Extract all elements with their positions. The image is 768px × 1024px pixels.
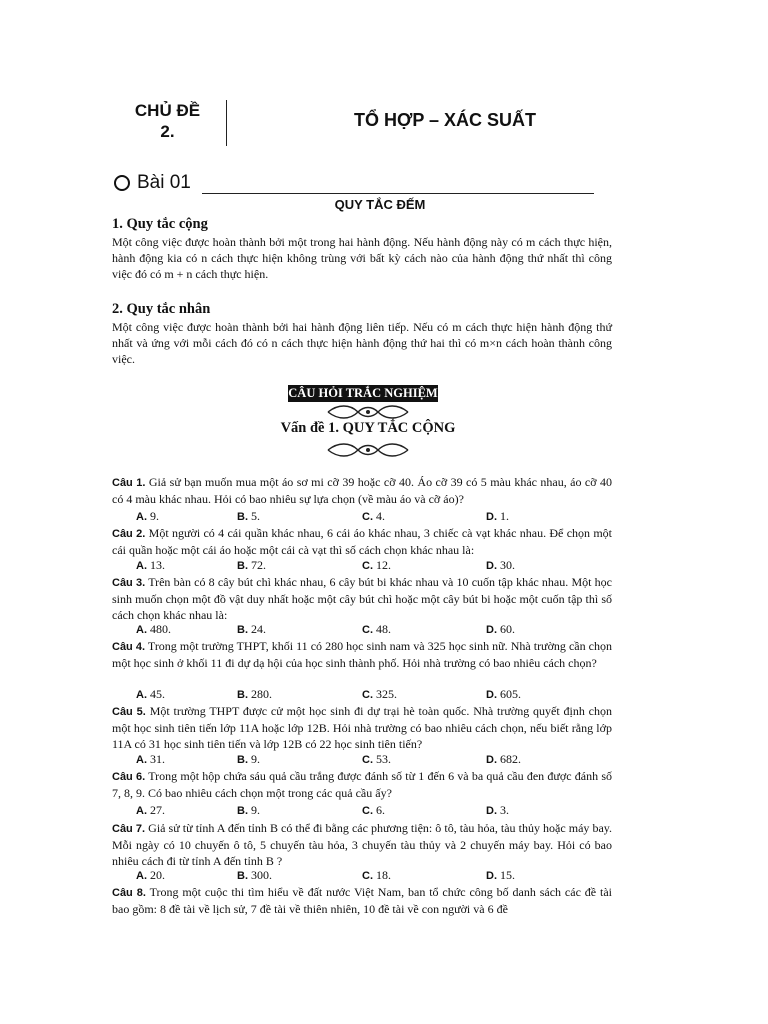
option-c: C. 12. [362, 558, 391, 572]
option-b: B. 9. [237, 803, 260, 817]
answer-options [112, 687, 612, 702]
question-text: Giả sử từ tỉnh A đến tỉnh B có thể đi bằng các phương tiện: ô tô, tàu hỏa, tàu thủy hoặc máy bay. Mỗi ngày có 10 chuyến ô tô, 5 chuyến tàu hỏa, 3 chuyến tàu thủy và 2 chuyến máy bay. Hỏi có bao nhiêu cách đi từ tỉnh A đến tỉnh B ? [112, 821, 613, 868]
option-c: C. 53. [362, 752, 391, 766]
option-b: B. 280. [237, 687, 272, 701]
circle-bullet-icon [114, 175, 130, 191]
option-c: C. 6. [362, 803, 385, 817]
header-divider [226, 100, 227, 146]
mcq-badge: CÂU HỎI TRẮC NGHIỆM [288, 386, 438, 400]
section-text-multiplication-rule: Một công việc được hoàn thành bởi hai hành động liên tiếp. Nếu có m cách thực hiện hành động thứ nhất và ứng với mỗi cách đó có n cách thực hiện hành động thứ hai thì có m×n cách hoàn thành công việc. [112, 320, 612, 366]
topic-number [110, 100, 225, 142]
section-heading-addition-rule: 1. Quy tắc cộng [112, 216, 208, 232]
question [112, 768, 612, 801]
question-text: Trên bàn có 8 cây bút chì khác nhau, 6 cây bút bi khác nhau và 10 cuốn tập khác nhau. Một học sinh muốn chọn một đồ vật duy nhất hoặc một cây bút chì hoặc một cây bút bi hoặc một cuốn tập thì số cách chọn khác nhau là: [112, 575, 612, 622]
question-label: Câu 3. [112, 577, 146, 589]
topic-index: 2. [160, 122, 175, 141]
option-c: C. 4. [362, 509, 385, 523]
lesson-title: QUY TẮC ĐẾM [334, 197, 426, 212]
option-d: D. 60. [486, 622, 515, 636]
question [112, 574, 612, 623]
question-text: Trong một cuộc thi tìm hiểu về đất nước Việt Nam, ban tổ chức công bố danh sách các đề tài bao gồm: 8 đề tài về lịch sử, 7 đề tài về thiên nhiên, 10 đề tài về con người và 6 đề [112, 885, 612, 916]
option-b: B. 5. [237, 509, 260, 523]
question-label: Câu 4. [112, 641, 146, 653]
question-text: Một trường THPT được cử một học sinh đi dự trại hè toàn quốc. Nhà trường quyết định chọn một học sinh tiên tiến lớp 11A hoặc lớp 12B. Hỏi nhà trường có bao nhiêu cách chọn, nếu biết rằng lớp 11A có 31 học sinh tiên tiến và lớp 12B có 22 học sinh tiên tiến? [112, 704, 613, 751]
option-d: D. 1. [486, 509, 509, 523]
question-label: Câu 7. [112, 823, 146, 835]
question-label: Câu 8. [112, 887, 146, 899]
question [112, 820, 612, 869]
option-a: A. 480. [136, 622, 171, 636]
question-label: Câu 6. [112, 771, 146, 783]
option-b: B. 24. [237, 622, 266, 636]
question-text: Giả sử bạn muốn mua một áo sơ mi cỡ 39 hoặc cỡ 40. Áo cỡ 39 có 5 màu khác nhau, áo cỡ 40 có 4 màu khác nhau. Hỏi có bao nhiêu sự lựa chọn (về màu áo và cỡ áo)? [112, 475, 613, 506]
option-d: D. 605. [486, 687, 521, 701]
section-heading-multiplication-rule: 2. Quy tắc nhân [112, 301, 211, 317]
question-text: Trong một hộp chứa sáu quả cầu trắng được đánh số từ 1 đến 6 và ba quả cầu đen được đánh số 7, 8, 9. Có bao nhiêu cách chọn một trong các quả cầu ấy? [112, 769, 612, 800]
option-a: A. 31. [136, 752, 165, 766]
answer-options [112, 868, 612, 883]
option-b: B. 9. [237, 752, 260, 766]
lesson-heading [114, 172, 191, 194]
option-b: B. 300. [237, 868, 272, 882]
chapter-title: TỔ HỢP – XÁC SUẤT [353, 110, 537, 130]
question [112, 638, 612, 671]
answer-options [112, 558, 612, 573]
topic-heading: Vấn đề 1. QUY TẮC CỘNG [280, 420, 456, 436]
option-d: D. 15. [486, 868, 515, 882]
option-a: A. 13. [136, 558, 165, 572]
option-b: B. 72. [237, 558, 266, 572]
ornament-divider-icon [324, 402, 412, 422]
ornament-divider-icon [324, 440, 412, 460]
question-label: Câu 5. [112, 706, 146, 718]
answer-options [112, 803, 612, 818]
option-a: A. 20. [136, 868, 165, 882]
option-c: C. 48. [362, 622, 391, 636]
question-text: Một người có 4 cái quần khác nhau, 6 cái áo khác nhau, 3 chiếc cà vạt khác nhau. Để chọn một cái quần hoặc một cái áo hoặc một cái cà vạt thì số cách chọn khác nhau là: [112, 526, 613, 557]
lesson-label: Bài 01 [137, 172, 191, 193]
lesson-underline [202, 193, 594, 194]
answer-options [112, 509, 612, 524]
question [112, 884, 612, 917]
question-text: Trong một trường THPT, khối 11 có 280 học sinh nam và 325 học sinh nữ. Nhà trường cần chọn một học sinh ở khối 11 đi dự dạ hội của học sinh thành phố. Hỏi nhà trường có bao nhiêu cách chọn? [112, 639, 612, 670]
question-label: Câu 1. [112, 477, 146, 489]
option-c: C. 18. [362, 868, 391, 882]
question [112, 703, 612, 752]
question [112, 525, 612, 558]
question [112, 474, 612, 507]
option-d: D. 3. [486, 803, 509, 817]
option-a: A. 45. [136, 687, 165, 701]
option-d: D. 682. [486, 752, 521, 766]
question-label: Câu 2. [112, 528, 146, 540]
section-text-addition-rule: Một công việc được hoàn thành bởi một trong hai hành động. Nếu hành động này có m cách thực hiện, hành động kia có n cách thực hiện không trùng với bất kỳ cách nào của hành động thứ nhất thì công việc đó có m + n cách thực hiện. [112, 235, 612, 281]
answer-options [112, 622, 612, 637]
answer-options [112, 752, 612, 767]
option-a: A. 9. [136, 509, 159, 523]
option-d: D. 30. [486, 558, 515, 572]
topic-label: CHỦ ĐỀ [134, 101, 201, 120]
option-c: C. 325. [362, 687, 397, 701]
option-a: A. 27. [136, 803, 165, 817]
